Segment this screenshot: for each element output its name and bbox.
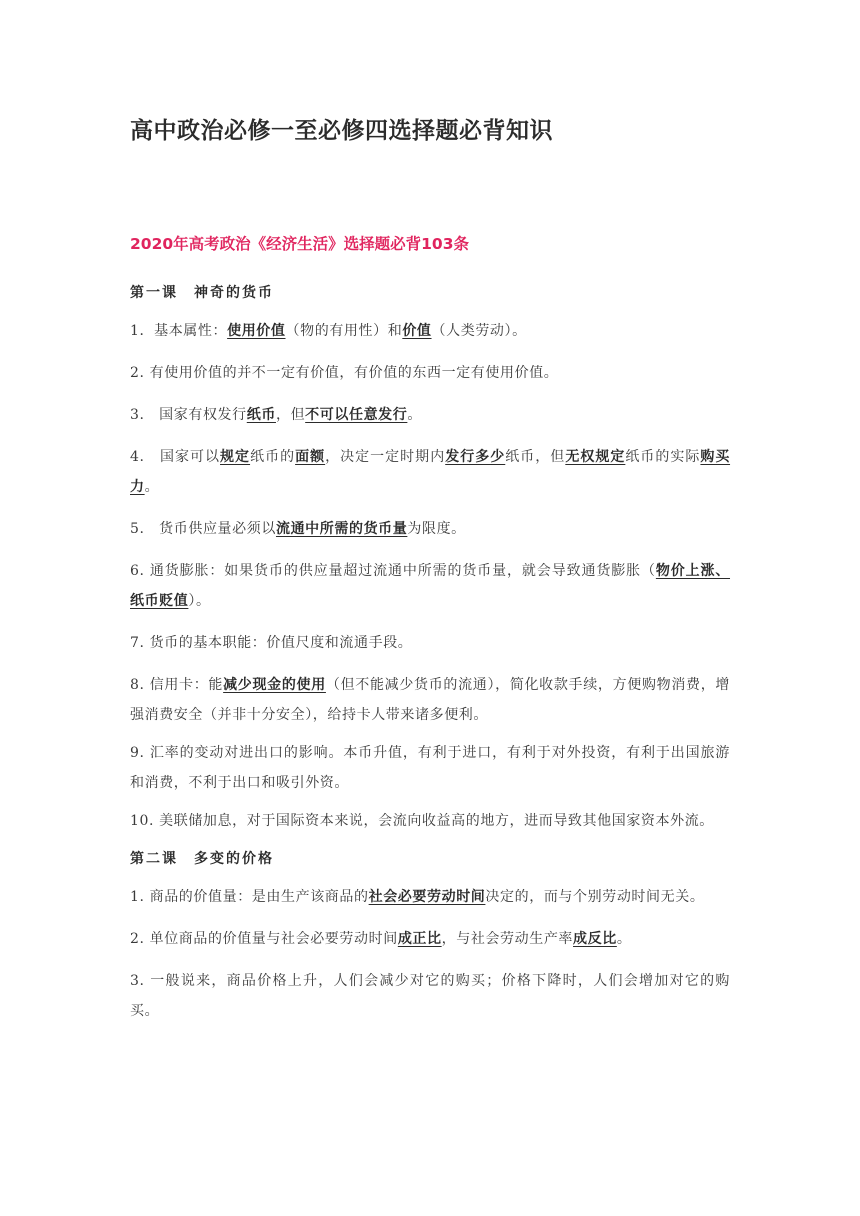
item-text: 为限度。 bbox=[407, 521, 466, 537]
item-text: （物的有用性）和 bbox=[285, 323, 403, 339]
key-term: 减少现金的使用 bbox=[223, 677, 326, 693]
key-term: 不可以任意发行 bbox=[305, 407, 408, 423]
item-text: 10. 美联储加息，对于国际资本来说，会流向收益高的地方，进而导致其他国家资本外流。 bbox=[130, 813, 714, 829]
key-term: 纸币 bbox=[246, 407, 276, 423]
item-text: ，决定一定时期内 bbox=[325, 449, 446, 465]
item-text: ，与社会劳动生产率 bbox=[441, 931, 574, 947]
key-term: 无权规定 bbox=[565, 449, 626, 465]
key-term: 价值 bbox=[402, 323, 432, 339]
item-text: 4. 国家可以 bbox=[130, 449, 221, 465]
item-text: 3. 一般说来，商品价格上升，人们会减少对它的购买；价格下降时，人们会增加对它的购买。 bbox=[130, 973, 730, 1019]
item-text: 2. 单位商品的价值量与社会必要劳动时间 bbox=[130, 931, 398, 947]
list-item bbox=[130, 316, 730, 346]
list-item bbox=[130, 628, 730, 658]
list-item bbox=[130, 556, 730, 616]
item-text: 。 bbox=[407, 407, 422, 423]
item-text: 1．基本属性： bbox=[130, 323, 228, 339]
key-term: 成反比 bbox=[573, 931, 617, 947]
document-body bbox=[130, 278, 730, 1038]
item-text: 5. 货币供应量必须以 bbox=[130, 521, 276, 537]
item-text: （人类劳动）。 bbox=[431, 323, 527, 339]
item-text: 9. 汇率的变动对进出口的影响。本币升值，有利于进口，有利于对外投资，有利于出国旅游和消费，不利于出口和吸引外资。 bbox=[130, 745, 730, 791]
item-text: 2. 有使用价值的并不一定有价值，有价值的东西一定有使用价值。 bbox=[130, 365, 559, 381]
list-item bbox=[130, 400, 730, 430]
key-term: 成正比 bbox=[397, 931, 442, 947]
list-item bbox=[130, 738, 730, 798]
key-term: 社会必要劳动时间 bbox=[368, 889, 486, 905]
key-term: 发行多少 bbox=[445, 449, 506, 465]
item-text: 8. 信用卡：能 bbox=[130, 677, 224, 693]
item-text: 纸币的 bbox=[250, 449, 296, 465]
list-item bbox=[130, 514, 730, 544]
key-term: 面额 bbox=[295, 449, 326, 465]
item-text: 决定的，而与个别劳动时间无关。 bbox=[485, 889, 705, 905]
item-text: 纸币，但 bbox=[505, 449, 566, 465]
item-text: 7. 货币的基本职能：价值尺度和流通手段。 bbox=[130, 635, 413, 651]
list-item bbox=[130, 924, 730, 954]
item-text: 6. 通货膨胀：如果货币的供应量超过流通中所需的货币量，就会导致通货膨胀（ bbox=[130, 563, 656, 579]
list-item bbox=[130, 358, 730, 388]
lesson-heading: 第一课 神奇的货币 bbox=[130, 285, 274, 301]
item-text: ，但 bbox=[275, 407, 306, 423]
list-item bbox=[130, 442, 730, 502]
item-text: 。 bbox=[144, 479, 160, 495]
list-item bbox=[130, 670, 730, 730]
key-term: 流通中所需的货币量 bbox=[275, 521, 408, 537]
item-text: （但不能减少货币的流通），简化收款手续，方便购物消费，增强消费安全（并非十分安全），给持卡人带来诸多便利。 bbox=[130, 677, 730, 723]
list-item bbox=[130, 882, 730, 912]
key-term: 使用价值 bbox=[227, 323, 286, 339]
lesson-heading: 第二课 多变的价格 bbox=[130, 851, 274, 867]
item-text: ）。 bbox=[188, 593, 211, 609]
key-term: 购买力 bbox=[130, 449, 731, 495]
page-title: 高中政治必修一至必修四选择题必背知识 bbox=[130, 118, 553, 144]
key-term: 规定 bbox=[220, 449, 251, 465]
item-text: 1. 商品的价值量：是由生产该商品的 bbox=[130, 889, 369, 905]
item-text: 3. 国家有权发行 bbox=[130, 407, 247, 423]
item-text: 纸币的实际 bbox=[625, 449, 701, 465]
section-title: 2020年高考政治《经济生活》选择题必背103条 bbox=[130, 235, 469, 253]
list-item bbox=[130, 806, 730, 836]
item-text: 。 bbox=[616, 931, 632, 947]
key-term: 物价上涨、纸币贬值 bbox=[130, 563, 731, 609]
list-item bbox=[130, 966, 730, 1026]
